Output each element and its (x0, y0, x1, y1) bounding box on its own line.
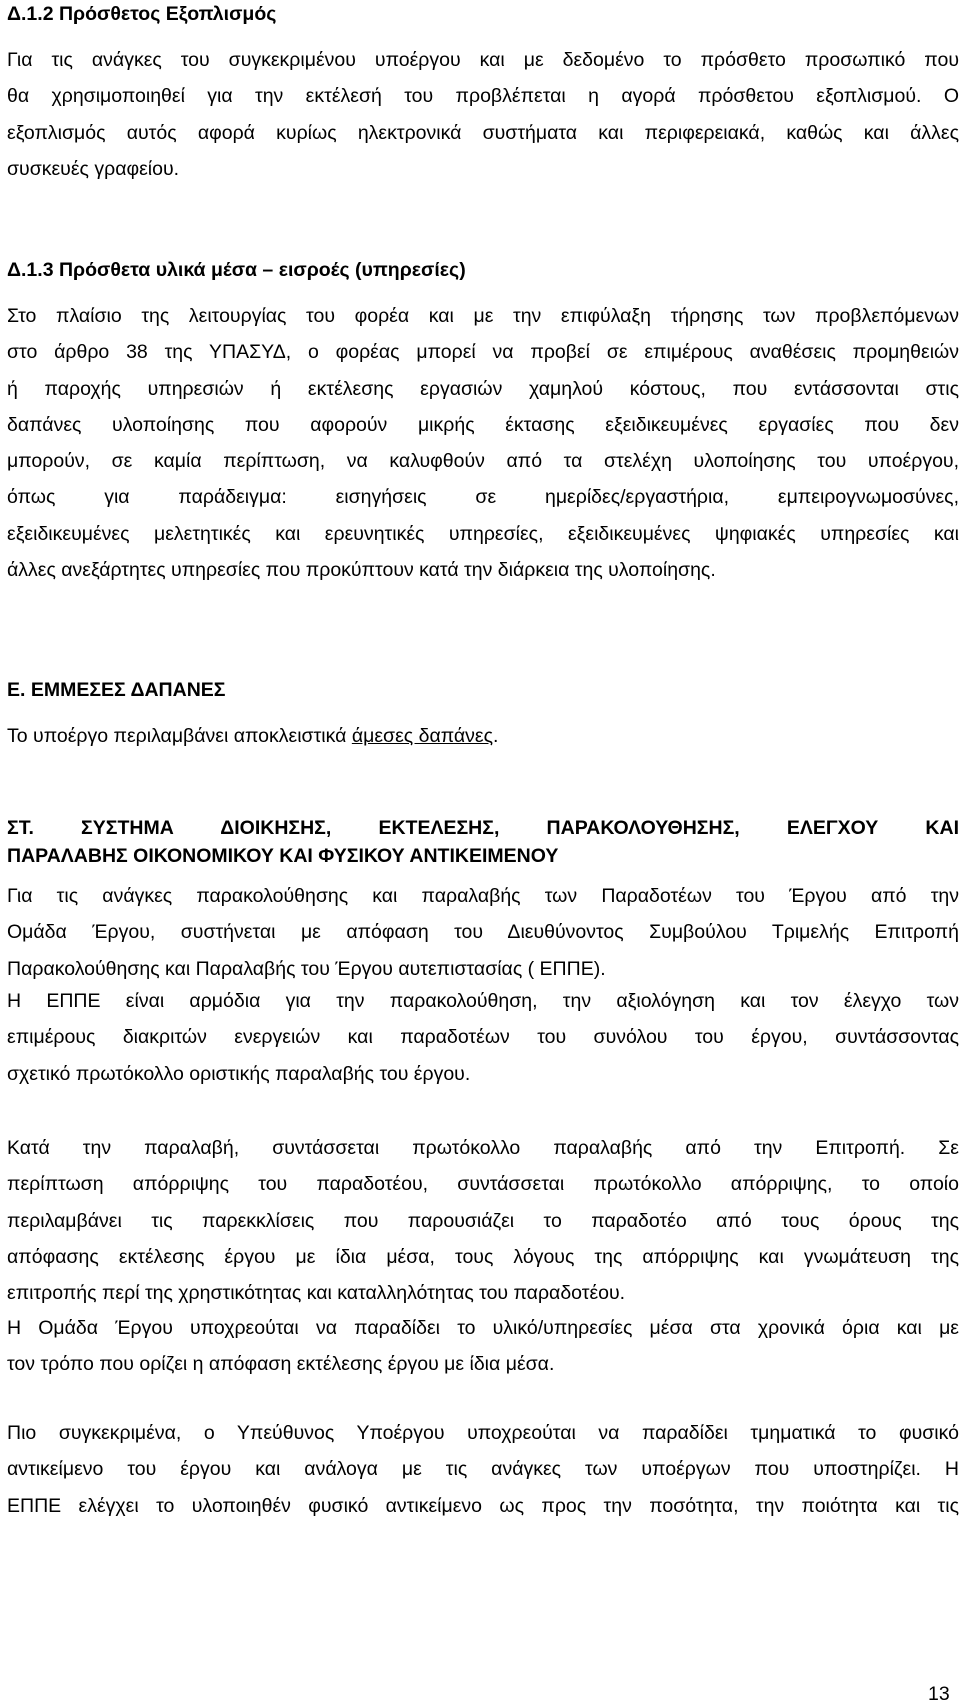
text-line: αντικείμενο του έργου και ανάλογα με τις ανάγκες των υποέργων που υποστηρίζει. Η (7, 1458, 959, 1481)
text-line: εξειδικευμένες μελετητικές και ερευνητικές υπηρεσίες, εξειδικευμένες ψηφιακές υπηρεσίες και (7, 522, 959, 545)
paragraph-st-3 (7, 1130, 959, 1311)
text-line: ΕΠΠΕ ελέγχει το υλοποιηθέν φυσικό αντικείμενο ως προς την ποσότητα, την ποιότητα και τις (7, 1494, 959, 1517)
text-line: Ομάδα Έργου, συστήνεται με απόφαση του Διευθύνοντος Συμβούλου Τριμελής Επιτροπή (7, 921, 959, 944)
text-line: Παρακολούθησης και Παραλαβής του Έργου αυτεπιστασίας ( ΕΠΠΕ). (7, 957, 606, 980)
text-line: απόφασης εκτέλεσης έργου με ίδια μέσα, τους λόγους της απόρριψης και γνωμάτευση της (7, 1245, 959, 1268)
heading-st (7, 814, 959, 870)
heading-e: Ε. ΕΜΜΕΣΕΣ ΔΑΠΑΝΕΣ (7, 679, 226, 701)
text-line: Η ΕΠΠΕ είναι αρμόδια για την παρακολούθηση, την αξιολόγηση και τον έλεγχο των (7, 990, 959, 1012)
heading-d12: Δ.1.2 Πρόσθετος Εξοπλισμός (7, 3, 277, 25)
paragraph-e (7, 718, 959, 754)
text-before: Το υποέργο περιλαμβάνει αποκλειστικά (7, 725, 352, 747)
heading-st-line2: ΠΑΡΑΛΑΒΗΣ ΟΙΚΟΝΟΜΙΚΟΥ ΚΑΙ ΦΥΣΙΚΟΥ ΑΝΤΙΚΕΙΜΕΝΟΥ (7, 845, 559, 867)
underlined-text: άμεσες δαπάνες (351, 725, 494, 747)
page-number: 13 (928, 1683, 950, 1705)
text-line: Για τις ανάγκες του συγκεκριμένου υποέργου και με δεδομένο το πρόσθετο προσωπικό που (7, 49, 959, 71)
paragraph-d13 (7, 298, 959, 588)
text-line: Πιο συγκεκριμένα, ο Υπεύθυνος Υποέργου υποχρεούται να παραδίδει τμηματικά το φυσικό (7, 1422, 959, 1444)
text-line: ή παροχής υπηρεσιών ή εκτέλεσης εργασιών χαμηλού κόστους, που εντάσσονται στις (7, 377, 959, 400)
text-line: Η Ομάδα Έργου υποχρεούται να παραδίδει το υλικό/υπηρεσίες μέσα στα χρονικά όρια και με (7, 1317, 959, 1339)
text-line: μπορούν, σε καμία περίπτωση, να καλυφθούν από τα στελέχη υλοποίησης του υποέργου, (7, 450, 959, 473)
text-line: επιμέρους διακριτών ενεργειών και παραδοτέων του συνόλου του έργου, συντάσσοντας (7, 1026, 959, 1049)
text-line: στο άρθρο 38 της ΥΠΑΣΥΔ, ο φορέας μπορεί να προβεί σε επιμέρους αναθέσεις προμηθειών (7, 341, 959, 364)
text-line: συσκευές γραφείου. (7, 157, 180, 180)
text-line: Στο πλαίσιο της λειτουργίας του φορέα και με την επιφύλαξη τήρησης των προβλεπόμενων (7, 305, 959, 327)
text-line: σχετικό πρωτόκολλο οριστικής παραλαβής του έργου. (7, 1062, 471, 1085)
text-line: εξοπλισμός αυτός αφορά κυρίως ηλεκτρονικά συστήματα και περιφερειακά, καθώς και άλλες (7, 121, 959, 144)
text-line: θα χρησιμοποιηθεί για την εκτέλεσή του προβλέπεται η αγορά πρόσθετου εξοπλισμού. Ο (7, 85, 959, 108)
paragraph-st-5 (7, 1415, 959, 1524)
text-line: επιτροπής περί της χρηστικότητας και καταλληλότητας του παραδοτέου. (7, 1282, 626, 1305)
paragraph-st-2 (7, 983, 959, 1092)
heading-st-line1: ΣΤ. ΣΥΣΤΗΜΑ ΔΙΟΙΚΗΣΗΣ, ΕΚΤΕΛΕΣΗΣ, ΠΑΡΑΚΟΛΟΥΘΗΣΗΣ, ΕΛΕΓΧΟΥ ΚΑΙ (7, 817, 959, 839)
text-line: όπως για παράδειγμα: εισηγήσεις σε ημερίδες/εργαστήρια, εμπειρογνωμοσύνες, (7, 486, 959, 509)
paragraph-d12 (7, 42, 959, 187)
text-line: δαπάνες υλοποίησης που αφορούν μικρής έκτασης εξειδικευμένες εργασίες που δεν (7, 413, 959, 436)
heading-d13: Δ.1.3 Πρόσθετα υλικά μέσα – εισροές (υπηρεσίες) (7, 259, 466, 281)
text-line: Κατά την παραλαβή, συντάσσεται πρωτόκολλο παραλαβής από την Επιτροπή. Σε (7, 1137, 959, 1159)
paragraph-st-4 (7, 1310, 959, 1383)
text-line: Για τις ανάγκες παρακολούθησης και παραλαβής των Παραδοτέων του Έργου από την (7, 885, 959, 907)
paragraph-st-1 (7, 878, 959, 987)
text-line: περίπτωση απόρριψης του παραδοτέου, συντάσσεται πρωτόκολλο απόρριψης, το οποίο (7, 1173, 959, 1196)
text-line: άλλες ανεξάρτητες υπηρεσίες που προκύπτουν κατά την διάρκεια της υλοποίησης. (7, 559, 716, 582)
text-after: . (493, 725, 499, 747)
text-line: περιλαμβάνει τις παρεκκλίσεις που παρουσιάζει το παραδοτέο από τους όρους της (7, 1209, 959, 1232)
text-line: τον τρόπο που ορίζει η απόφαση εκτέλεσης έργου με ίδια μέσα. (7, 1353, 555, 1376)
